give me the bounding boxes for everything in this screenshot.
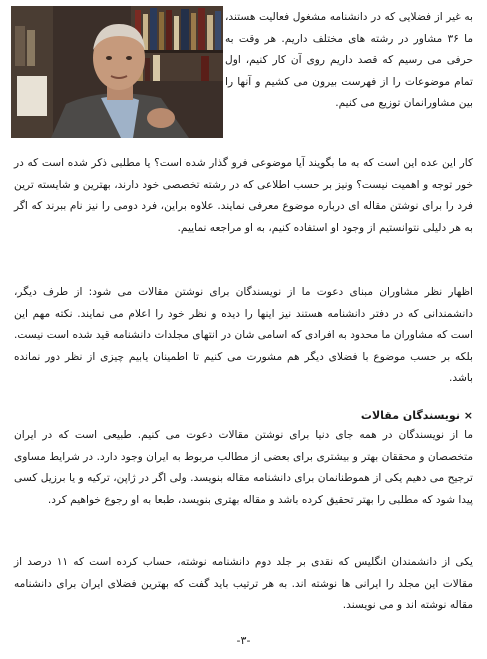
paragraph-advisors-role: کار این عده این است که به ما بگویند آیا موضوعی فرو گذار شده است؟ یا مطلبی ذکر شده است که در خور توجه و اهمیت نیست؟ ونیز بر حسب اطلاعی که در رشته تخصصی خود دارند، بهترین و شایسته ترین فرد را برای نوشتن مقاله ای درباره موضوع معرفی نمایند. علاوه براین، فرد دومی را نیز نام ببرند که اگر به هر دلیلی نتوانستیم از وجود او استفاده کنیم، به او مراجعه نماییم. bbox=[14, 157, 473, 234]
portrait-photo bbox=[11, 6, 223, 138]
paragraph-authors: ما از نویسندگان در همه جای دنیا برای نوشتن مقالات دعوت می کنیم. طبیعی است که در ایران متخصصان و محققان بهتر و بیشتری برای بعضی از مطالب مربوط به ایران وجود دارد. در شرایط مساوی ترجیح می دهیم یکی از هموطنانمان برای دانشنامه مقاله بنویسد. ولی اگر در ژاپن، ترکیه و یا برزیل کسی پیدا شود که مطلبی را بهتر تحقیق کرده باشد و مقاله بهتری بنویسد، طبعا به او رجوع خواهیم کرد. bbox=[14, 429, 473, 506]
paragraph-english-scholar: یکی از دانشمندان انگلیس که نقدی بر جلد دوم دانشنامه نوشته، حساب کرده است که ۱۱ درصد از مقالات این مجلد را ایرانی ها نوشته اند. به هر ترتیب باید گفت که بهترین فضلای ایران برای دانشنامه مقاله نوشته اند و می نویسند. bbox=[14, 556, 473, 611]
paragraph-intro: به غیر از فضلایی که در دانشنامه مشغول فعالیت هستند، ما ۳۶ مشاور در رشته های مختلف داریم. هر وقت به حرفی می رسیم که قصد داریم روی آن کار کنیم، اول تمام موضوعات را از فهرست بیرون می کشیم و آنها را بین مشاورانمان توزیع می کنیم. bbox=[225, 11, 473, 109]
section-heading: × نویسندگان مقالات bbox=[360, 409, 473, 422]
page-number: -۳- bbox=[236, 634, 251, 647]
paragraph-advisors-opinion: اظهار نظر مشاوران مبنای دعوت ما از نویسندگان برای نوشتن مقالات می شود: از طرف دیگر، دانشمندانی که در دفتر دانشنامه هستند نیز اینها را دیده و نظر خود را اعلام می نمایند. نکته مهم این است که مشاوران ما محدود به افرادی که اسامی شان در انتهای مجلدات دانشنامه قید شده است نیست. بلکه بر حسب موضوع با فضلای دیگر هم مشورت می کنیم تا اطمینان یابیم چیزی از نظر دور نمانده باشد. bbox=[14, 286, 473, 384]
portrait-image bbox=[11, 6, 223, 138]
